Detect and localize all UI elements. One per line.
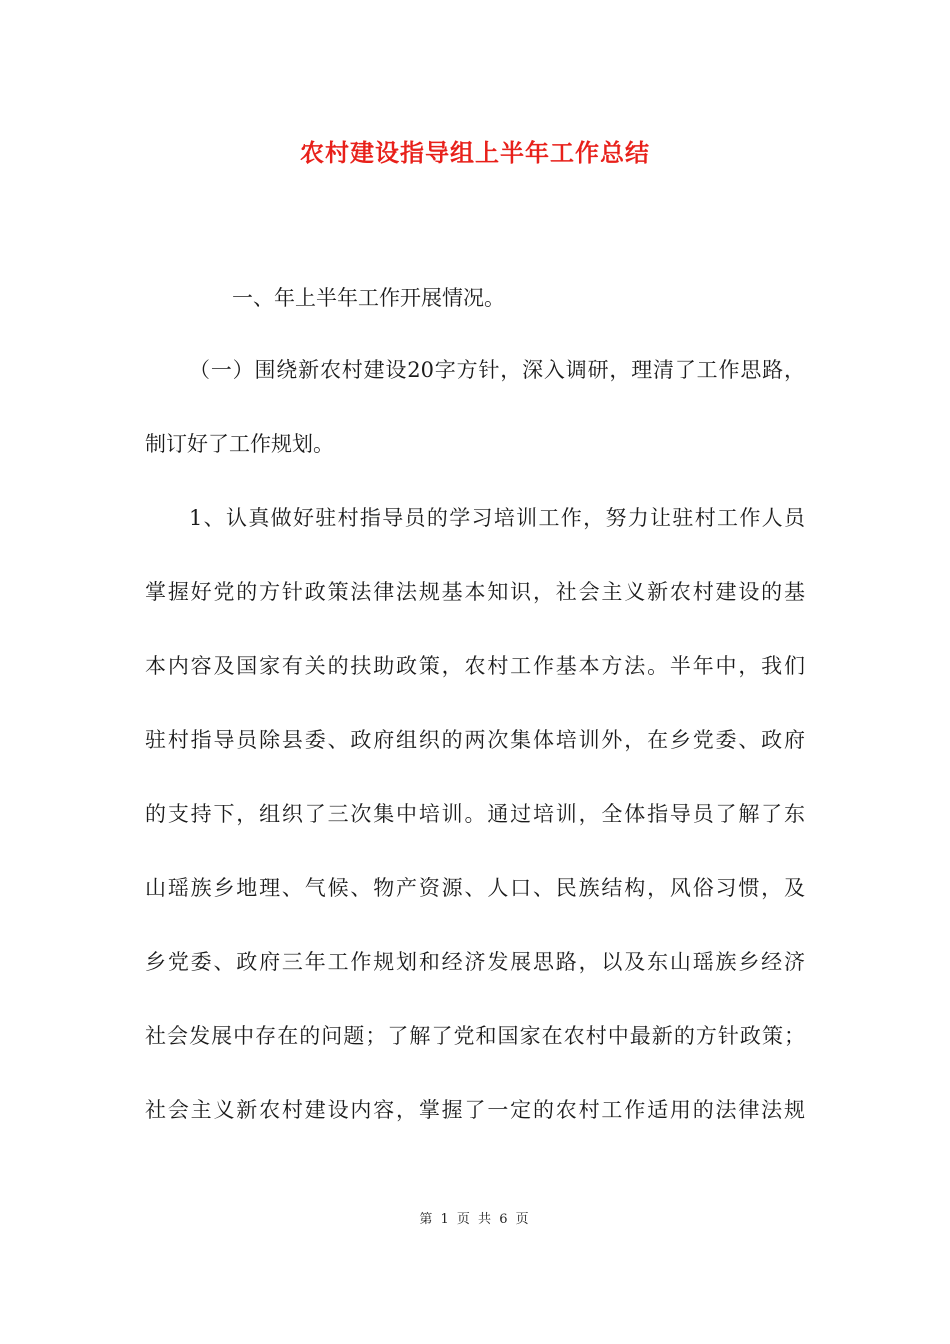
paragraph-line: 社会发展中存在的问题；了解了党和国家在农村中最新的方针政策； xyxy=(145,1024,805,1048)
paragraph-line: 驻村指导员除县委、政府组织的两次集体培训外，在乡党委、政府 xyxy=(145,728,805,752)
paragraph-line: （一）围绕新农村建设20字方针，深入调研，理清了工作思路， xyxy=(189,358,805,382)
page-number: 第 1 页 共 6 页 xyxy=(419,1212,531,1227)
document-title: 农村建设指导组上半年工作总结 xyxy=(300,138,650,167)
paragraph-line: 1、认真做好驻村指导员的学习培训工作，努力让驻村工作人员 xyxy=(189,506,805,530)
paragraph-line: 的支持下，组织了三次集中培训。通过培训，全体指导员了解了东 xyxy=(145,802,805,826)
paragraph-line: 社会主义新农村建设内容，掌握了一定的农村工作适用的法律法规 xyxy=(145,1098,805,1122)
section-heading: 一、年上半年工作开展情况。 xyxy=(232,286,505,310)
paragraph-line: 本内容及国家有关的扶助政策，农村工作基本方法。半年中，我们 xyxy=(145,654,805,678)
paragraph-line: 制订好了工作规划。 xyxy=(145,432,334,456)
paragraph-line: 乡党委、政府三年工作规划和经济发展思路，以及东山瑶族乡经济 xyxy=(145,950,805,974)
paragraph-line: 山瑶族乡地理、气候、物产资源、人口、民族结构，风俗习惯，及 xyxy=(145,876,805,900)
paragraph-line: 掌握好党的方针政策法律法规基本知识，社会主义新农村建设的基 xyxy=(145,580,805,604)
